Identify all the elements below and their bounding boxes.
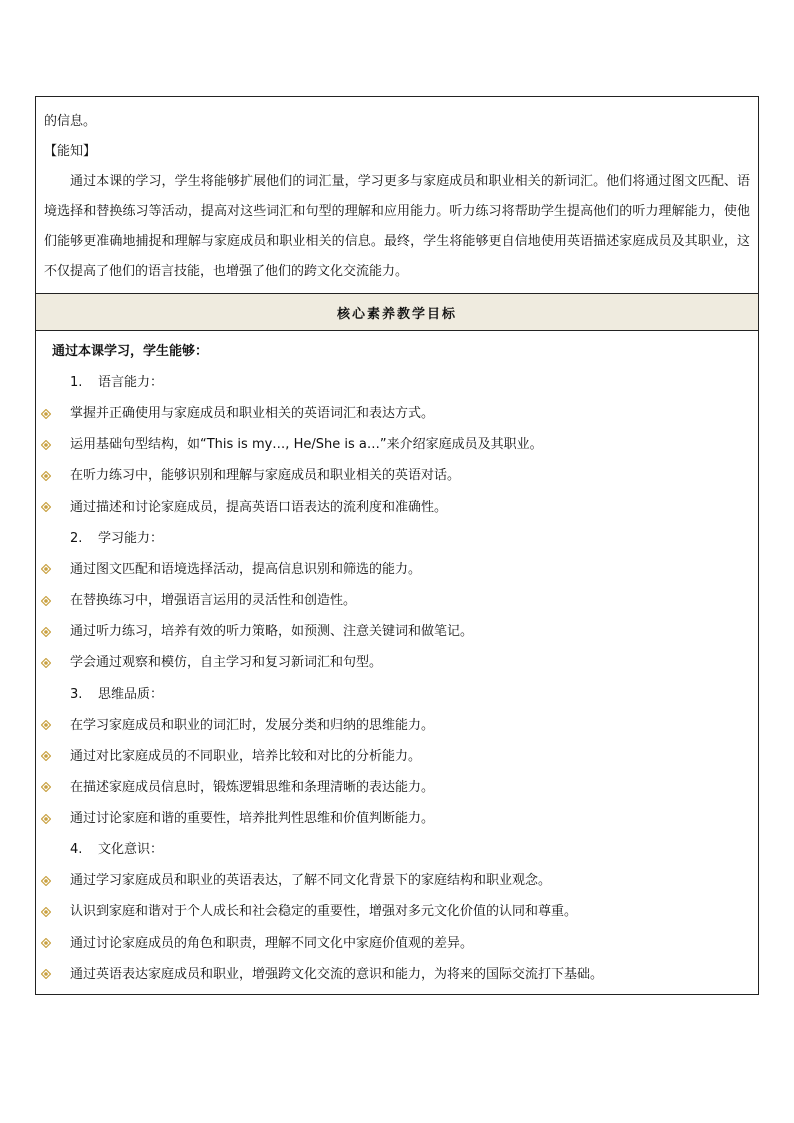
objective-item bbox=[36, 554, 758, 585]
section-label: 思维品质： bbox=[98, 686, 164, 702]
diamond-bullet-icon bbox=[41, 596, 51, 606]
objective-item bbox=[36, 460, 758, 491]
diamond-bullet-icon bbox=[41, 658, 51, 668]
diamond-bullet-icon bbox=[41, 440, 51, 450]
diamond-bullet-icon bbox=[41, 782, 51, 792]
objective-item bbox=[36, 647, 758, 678]
section-number: 4. bbox=[70, 842, 83, 858]
knowledge-cell bbox=[36, 97, 758, 294]
section-header: 核心素养教学目标 bbox=[36, 294, 758, 331]
objective-text: 通过图文匹配和语境选择活动，提高信息识别和筛选的能力。 bbox=[70, 561, 422, 577]
section-number: 3. bbox=[70, 686, 83, 702]
objective-text: 在替换练习中，增强语言运用的灵活性和创造性。 bbox=[70, 592, 357, 608]
diamond-bullet-icon bbox=[41, 751, 51, 761]
diamond-bullet-icon bbox=[41, 471, 51, 481]
section-title bbox=[36, 367, 758, 398]
objective-text: 通过英语表达家庭成员和职业，增强跨文化交流的意识和能力，为将来的国际交流打下基础。 bbox=[70, 966, 604, 982]
objective-text: 认识到家庭和谐对于个人成长和社会稳定的重要性，增强对多元文化价值的认同和尊重。 bbox=[70, 904, 578, 920]
objective-item bbox=[36, 741, 758, 772]
objective-item bbox=[36, 398, 758, 429]
diamond-bullet-icon bbox=[41, 502, 51, 512]
diamond-bullet-icon bbox=[41, 720, 51, 730]
objective-text: 通过听力练习，培养有效的听力策略，如预测、注意关键词和做笔记。 bbox=[70, 624, 474, 640]
objective-item bbox=[36, 492, 758, 523]
objective-text: 在描述家庭成员信息时，锻炼逻辑思维和条理清晰的表达能力。 bbox=[70, 779, 435, 795]
objective-text: 掌握并正确使用与家庭成员和职业相关的英语词汇和表达方式。 bbox=[70, 406, 435, 421]
section-number: 1. bbox=[70, 375, 83, 390]
objective-text: 在学习家庭成员和职业的词汇时，发展分类和归纳的思维能力。 bbox=[70, 717, 435, 733]
continued-text: 的信息。 bbox=[44, 114, 97, 129]
objective-text: 通过对比家庭成员的不同职业，培养比较和对比的分析能力。 bbox=[70, 748, 422, 764]
section-title bbox=[36, 523, 758, 554]
objective-item bbox=[36, 429, 758, 460]
diamond-bullet-icon bbox=[41, 564, 51, 574]
diamond-bullet-icon bbox=[41, 409, 51, 419]
objective-text: 通过学习家庭成员和职业的英语表达，了解不同文化背景下的家庭结构和职业观念。 bbox=[70, 873, 552, 889]
section-label: 文化意识： bbox=[98, 842, 164, 858]
objective-item bbox=[36, 865, 758, 896]
objective-item bbox=[36, 585, 758, 616]
objective-item bbox=[36, 803, 758, 834]
objective-text: 学会通过观察和模仿，自主学习和复习新词汇和句型。 bbox=[70, 655, 383, 671]
section-title bbox=[36, 679, 758, 710]
objective-text: 运用基础句型结构，如“This is my…, He/She is a…”来介绍家庭成员及其职业。 bbox=[70, 437, 543, 453]
diamond-bullet-icon bbox=[41, 627, 51, 637]
objective-item bbox=[36, 616, 758, 647]
objective-text: 通过讨论家庭和谐的重要性，培养批判性思维和价值判断能力。 bbox=[70, 811, 435, 827]
objective-item bbox=[36, 772, 758, 803]
diamond-bullet-icon bbox=[41, 907, 51, 917]
objective-item bbox=[36, 710, 758, 741]
diamond-bullet-icon bbox=[41, 969, 51, 979]
objective-item bbox=[36, 959, 758, 990]
diamond-bullet-icon bbox=[41, 814, 51, 824]
diamond-bullet-icon bbox=[41, 938, 51, 948]
section-title bbox=[36, 834, 758, 865]
objective-text: 通过描述和讨论家庭成员，提高英语口语表达的流利度和准确性。 bbox=[70, 499, 448, 515]
knowledge-heading: 【能知】 bbox=[44, 144, 97, 159]
section-number: 2. bbox=[70, 530, 83, 546]
section-label: 语言能力： bbox=[98, 375, 164, 390]
objectives-cell bbox=[36, 331, 758, 994]
objective-text: 在听力练习中，能够识别和理解与家庭成员和职业相关的英语对话。 bbox=[70, 468, 461, 484]
diamond-bullet-icon bbox=[41, 876, 51, 886]
lesson-plan-table bbox=[35, 96, 759, 995]
objective-item bbox=[36, 896, 758, 927]
knowledge-paragraph: 通过本课的学习，学生将能够扩展他们的词汇量，学习更多与家庭成员和职业相关的新词汇。他们将通过图文匹配、语境选择和替换练习等活动，提高对这些词汇和句型的理解和应用能力。听力练习将帮助学生提高他们的听力理解能力，使他们能够更准确地捕捉和理解与家庭成员和职业相关的信息。最终，学生将能够更自信地使用英语描述家庭成员及其职业，这不仅提高了他们的语言技能，也增强了他们的跨文化交流能力。 bbox=[44, 174, 750, 279]
objective-text: 通过讨论家庭成员的角色和职责，理解不同文化中家庭价值观的差异。 bbox=[70, 935, 474, 951]
objective-item bbox=[36, 928, 758, 959]
section-label: 学习能力： bbox=[98, 530, 164, 546]
objectives-intro: 通过本课学习，学生能够： bbox=[52, 344, 209, 359]
